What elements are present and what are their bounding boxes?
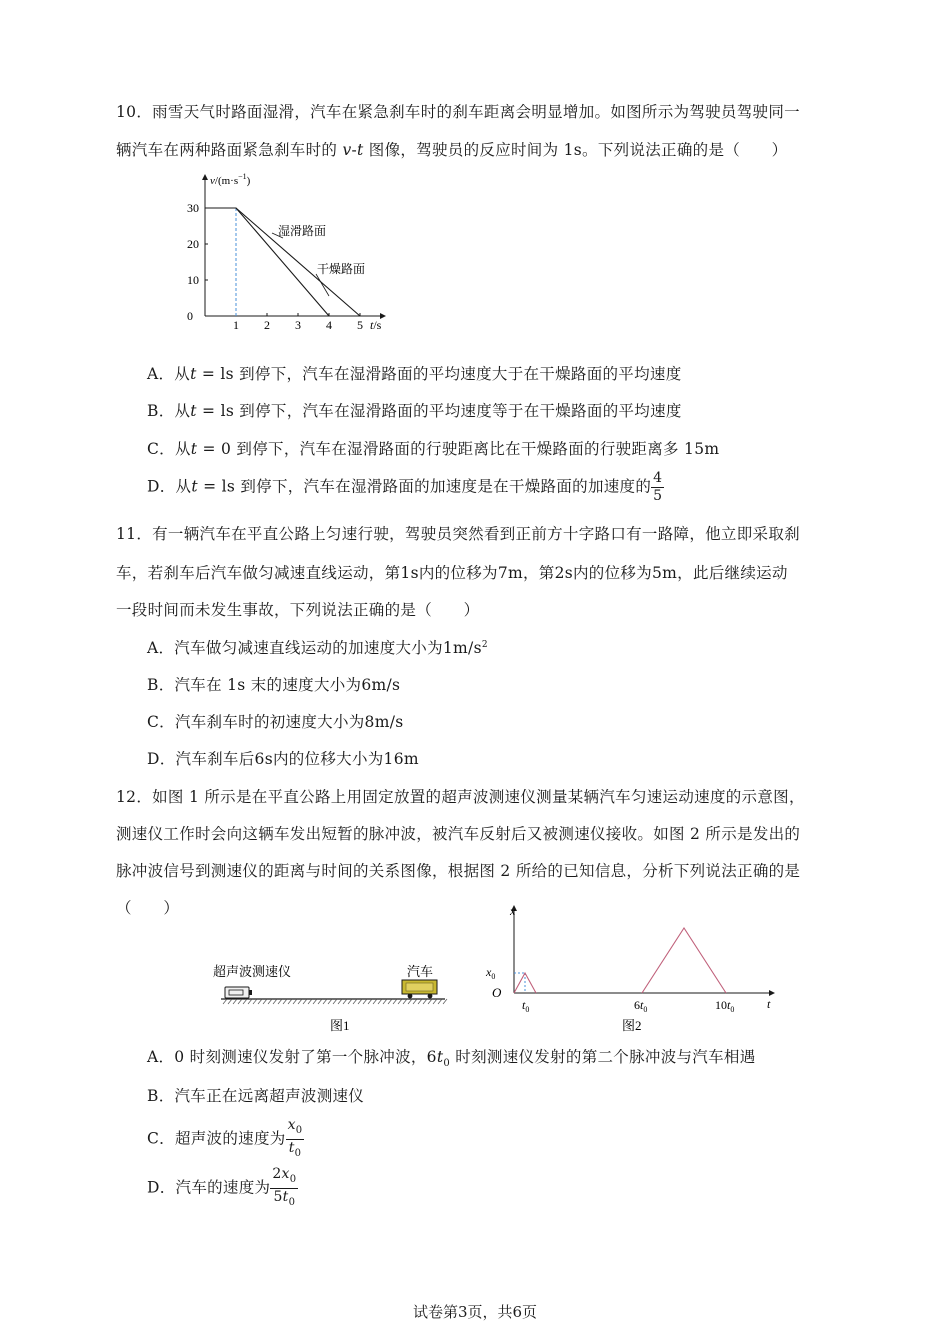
q11-stem-line3: 一段时间而未发生事故，下列说法正确的是（ ） xyxy=(116,601,480,619)
road-hatch-stroke xyxy=(378,999,382,1004)
q12-option-c[interactable]: C．超声波的速度为 $\frac{x_0}{t_0}$ xyxy=(147,1117,304,1162)
q12-stem-line2: 测速仪工作时会向这辆车发出短暂的脉冲波，被汽车反射后又被测速仪接收。如图 2 所示是发出的 xyxy=(116,825,801,843)
road-hatch-stroke xyxy=(353,999,357,1004)
road-hatch-stroke xyxy=(273,999,277,1004)
road-hatch-stroke xyxy=(223,999,227,1004)
road-hatch-stroke xyxy=(333,999,337,1004)
q10-dry-leader xyxy=(316,274,329,296)
road-hatch-stroke xyxy=(258,999,262,1004)
q11-stem-line2: 车，若刹车后汽车做匀减速直线运动，第1s内的位移为7m，第2s内的位移为5m，此后继续运动 xyxy=(116,564,788,582)
fig1-device-label: 超声波测速仪 xyxy=(213,964,292,979)
q10-stem-line1: 10．雨雪天气时路面湿滑，汽车在紧急刹车时的刹车距离会明显增加。如图所示为驾驶员驾驶同一 xyxy=(116,103,800,121)
q12-figure1 xyxy=(205,955,460,1035)
q11-stem-line1: 11．有一辆汽车在平直公路上匀速行驶，驾驶员突然看到正前方十字路口有一路障，他立即采取刹 xyxy=(116,525,800,543)
road-hatch-stroke xyxy=(303,999,307,1004)
q10-xtick-2: 2 xyxy=(264,318,270,332)
road-hatch-stroke xyxy=(293,999,297,1004)
road-hatch-stroke xyxy=(433,999,437,1004)
road-hatch-stroke xyxy=(283,999,287,1004)
q12-option-d[interactable]: D．汽车的速度为 $\frac{2x_0}{5t_0}$ xyxy=(147,1166,298,1211)
q10-v-symbol: v xyxy=(342,141,352,159)
road-hatch-stroke xyxy=(238,999,242,1004)
road-hatch-stroke xyxy=(363,999,367,1004)
road-hatch-stroke xyxy=(313,999,317,1004)
q12-stem-line1: 12．如图 1 所示是在平直公路上用固定放置的超声波测速仪测量某辆汽车匀速运动速度的示意图， xyxy=(116,788,805,806)
q12-stem-line3: 脉冲波信号到测速仪的距离与时间的关系图像，根据图 2 所给的已知信息，分析下列说法正确的是 xyxy=(116,862,801,880)
road-hatch-stroke xyxy=(343,999,347,1004)
road-hatch-stroke xyxy=(308,999,312,1004)
q10-stem-text: 辆汽车在两种路面紧急刹车时的 xyxy=(116,141,343,159)
road-hatch-stroke xyxy=(358,999,362,1004)
fig2-pulse2 xyxy=(642,928,726,993)
road-hatch-stroke xyxy=(438,999,442,1004)
road-hatch-stroke xyxy=(253,999,257,1004)
road-hatch-stroke xyxy=(323,999,327,1004)
q10-t-symbol: t xyxy=(357,141,364,159)
q12-fraction-2x0-5t0: $\frac{2x_0}{5t_0}$ xyxy=(272,1166,297,1208)
q10-ytick-10: 10 xyxy=(187,273,199,287)
fig2-6t0-label: $6t_0$ xyxy=(634,998,648,1014)
fig2-x0-label: $x_0$ xyxy=(486,965,496,981)
q10-stem-line2 xyxy=(116,138,787,160)
road-hatch-stroke xyxy=(318,999,322,1004)
q12-option-a[interactable]: A．0 时刻测速仪发射了第一个脉冲波，$6t_0$ 时刻测速仪发射的第二个脉冲波与汽车相遇 xyxy=(147,1048,756,1070)
road-hatch-stroke xyxy=(243,999,247,1004)
road-hatch-stroke xyxy=(388,999,392,1004)
q10-option-a[interactable]: A．从t = ls 到停下，汽车在湿滑路面的平均速度大于在干燥路面的平均速度 xyxy=(147,365,682,383)
fig2-t0-label: $t_0$ xyxy=(522,998,530,1014)
road-hatch-stroke xyxy=(418,999,422,1004)
q10-ytick-20: 20 xyxy=(187,237,199,251)
road-hatch-stroke xyxy=(443,999,447,1004)
q10-option-b[interactable]: B．从t = ls 到停下，汽车在湿滑路面的平均速度等于在干燥路面的平均速度 xyxy=(147,402,682,420)
q10-xtick-4: 4 xyxy=(326,318,332,332)
road-hatch-stroke xyxy=(408,999,412,1004)
q10-dash: - xyxy=(351,141,358,159)
road-hatch-stroke xyxy=(263,999,267,1004)
page-footer: 试卷第3页，共6页 xyxy=(412,1303,538,1321)
road-hatch-stroke xyxy=(373,999,377,1004)
road-hatch-stroke xyxy=(228,999,232,1004)
road-hatch-stroke xyxy=(403,999,407,1004)
q11-option-a[interactable]: A．汽车做匀减速直线运动的加速度大小为$1m/s^2$ xyxy=(147,639,488,657)
q12-stem-line4: （ ） xyxy=(116,899,180,917)
fig1-caption: 图1 xyxy=(330,1018,350,1033)
q10-x-label: t/s xyxy=(370,318,382,332)
q10-xtick-5: 5 xyxy=(357,318,363,332)
road-hatch-stroke xyxy=(288,999,292,1004)
speed-detector-device xyxy=(225,987,252,998)
fig2-caption: 图2 xyxy=(622,1018,642,1033)
q10-label-dry: 干燥路面 xyxy=(317,262,366,276)
road-hatch-stroke xyxy=(328,999,332,1004)
road-hatch-stroke xyxy=(298,999,302,1004)
q10-y-label: $v/(m\cdot s^{-1})$ xyxy=(210,172,251,187)
road-hatch-stroke xyxy=(398,999,402,1004)
road-hatch-stroke xyxy=(383,999,387,1004)
road-hatch-stroke xyxy=(348,999,352,1004)
road-hatch-stroke xyxy=(393,999,397,1004)
q12-fraction-x0-t0: $\frac{x_0}{t_0}$ xyxy=(287,1117,303,1159)
q10-option-c[interactable]: C．从t = 0 到停下，汽车在湿滑路面的行驶距离比在干燥路面的行驶距离多 15m xyxy=(147,440,720,458)
road-hatch-stroke xyxy=(413,999,417,1004)
q10-fraction-4-5: $\frac{4}{5}$ xyxy=(653,470,663,504)
q10-option-d[interactable]: D．从t = ls 到停下，汽车在湿滑路面的加速度是在干燥路面的加速度的 $\frac{4}{5}$ xyxy=(147,470,663,504)
q10-xtick-3: 3 xyxy=(295,318,301,332)
fig2-axis-x-label: x xyxy=(510,904,516,918)
fig1-car-label: 汽车 xyxy=(407,964,434,979)
q10-ytick-30: 30 xyxy=(187,201,199,215)
road-hatch-stroke xyxy=(423,999,427,1004)
q11-option-c[interactable]: C．汽车刹车时的初速度大小为8m/s xyxy=(147,713,404,731)
q10-label-wet: 湿滑路面 xyxy=(278,224,327,238)
road-hatch-stroke xyxy=(368,999,372,1004)
fig2-10t0-label: $10t_0$ xyxy=(715,998,735,1014)
q10-stem-text-end: 图像，驾驶员的反应时间为 1s。下列说法正确的是（ ） xyxy=(363,141,788,159)
road-hatch-stroke xyxy=(428,999,432,1004)
q10-ytick-0: 0 xyxy=(187,309,193,323)
q11-option-b[interactable]: B．汽车在 1s 末的速度大小为6m/s xyxy=(147,676,401,694)
q10-xtick-1: 1 xyxy=(233,318,239,332)
q12-figure2 xyxy=(482,898,782,1038)
road-hatch-stroke xyxy=(268,999,272,1004)
q10-vt-graph xyxy=(180,165,410,335)
fig2-origin-label: O xyxy=(492,985,502,1000)
road-hatch-stroke xyxy=(248,999,252,1004)
q12-option-b[interactable]: B．汽车正在远离超声波测速仪 xyxy=(147,1087,365,1105)
fig2-axis-t-label: t xyxy=(767,997,771,1011)
road-hatch xyxy=(223,999,447,1004)
car-icon xyxy=(402,980,437,998)
q11-option-d[interactable]: D．汽车刹车后6s内的位移大小为16m xyxy=(147,750,419,768)
road-hatch-stroke xyxy=(278,999,282,1004)
road-hatch-stroke xyxy=(338,999,342,1004)
road-hatch-stroke xyxy=(233,999,237,1004)
